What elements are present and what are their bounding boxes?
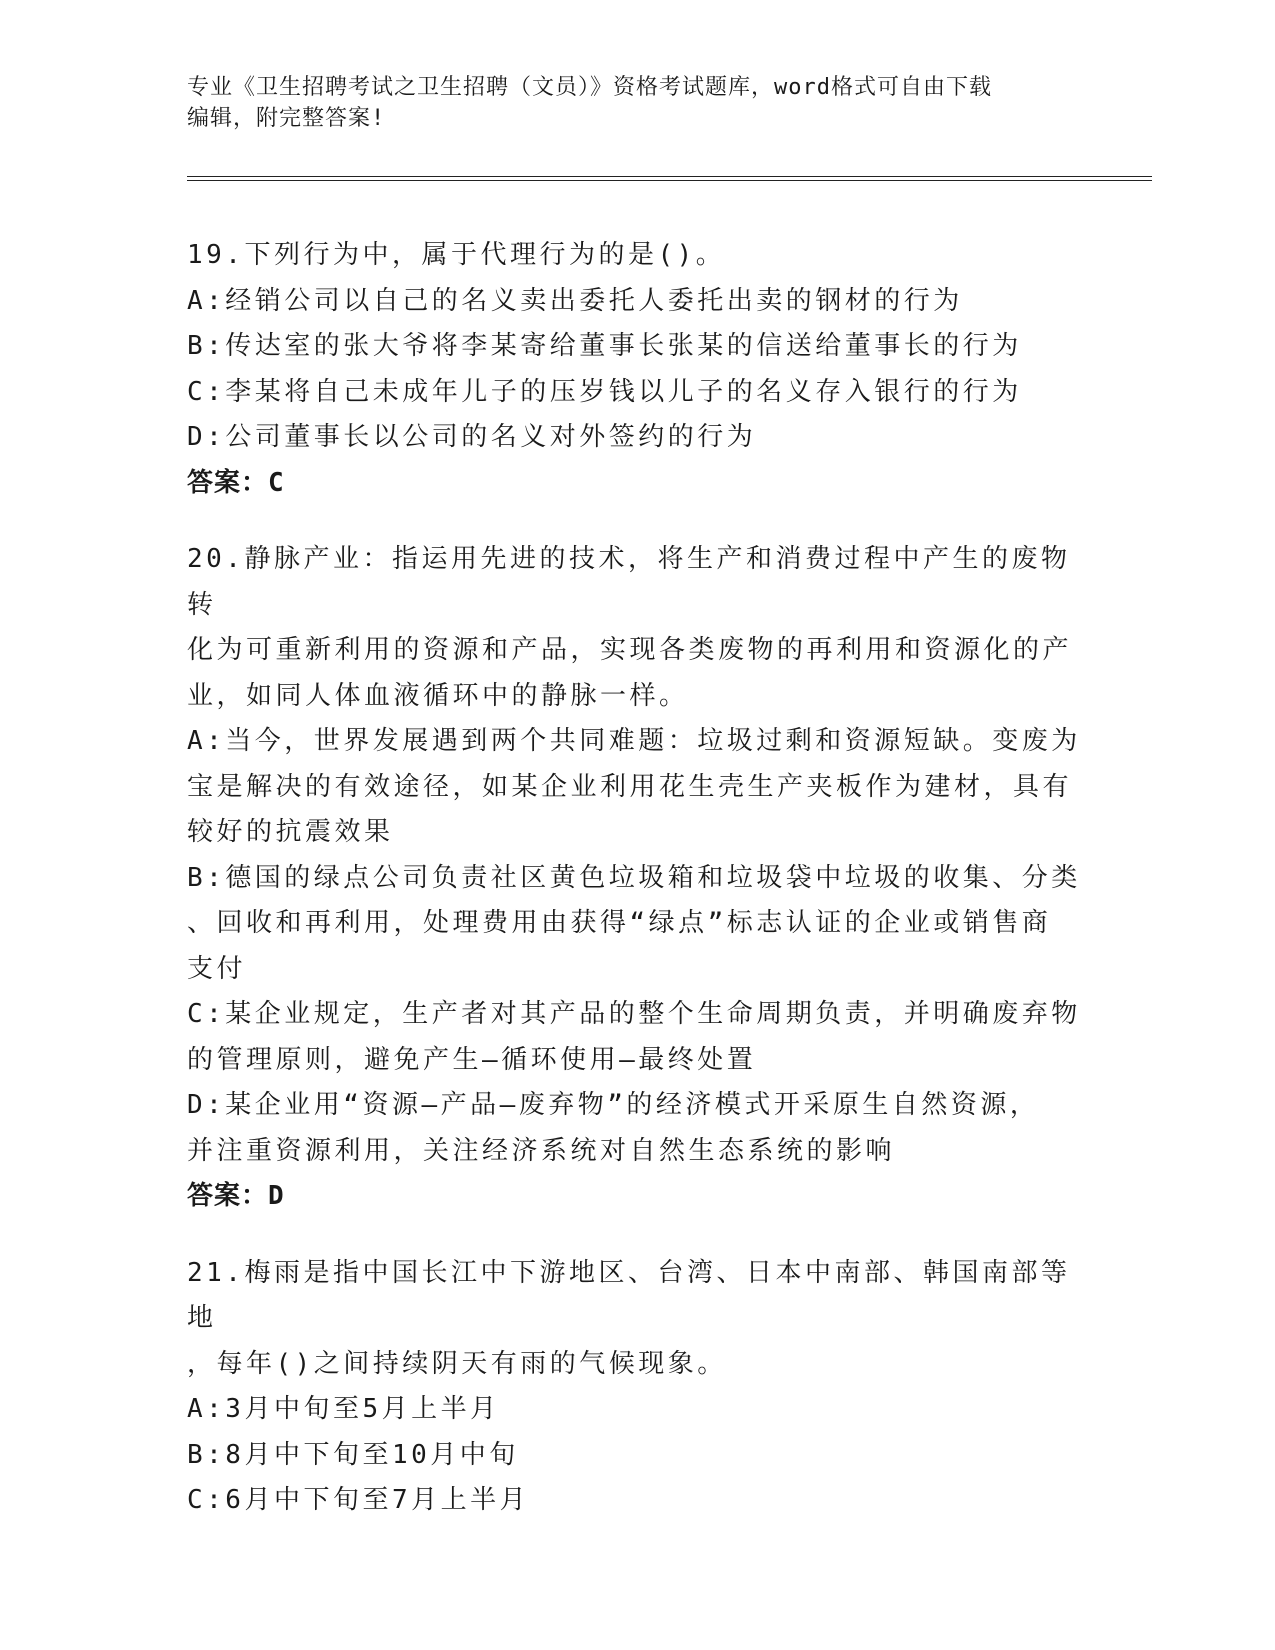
question-stem: 业，如同人体血液循环中的静脉一样。 bbox=[187, 680, 689, 711]
option-a: A:当今，世界发展遇到两个共同难题：垃圾过剩和资源短缺。变废为 bbox=[187, 726, 1081, 756]
option-b: B:传达室的张大爷将李某寄给董事长张某的信送给董事长的行为 bbox=[187, 331, 1022, 361]
option-c: C:李某将自己未成年儿子的压岁钱以儿子的名义存入银行的行为 bbox=[187, 376, 1022, 407]
header-line-2: 编辑，附完整答案! bbox=[187, 106, 386, 131]
document-header bbox=[187, 72, 1067, 134]
option-d: D:某企业用“资源—产品—废弃物”的经济模式开采原生自然资源， bbox=[187, 1090, 1040, 1120]
answer-label: 答案：C bbox=[187, 467, 285, 498]
option-a: 较好的抗震效果 bbox=[187, 817, 394, 847]
answer-label: 答案：D bbox=[187, 1181, 285, 1211]
question-21 bbox=[187, 1251, 1087, 1524]
question-19 bbox=[187, 233, 1087, 506]
question-list bbox=[187, 233, 1087, 1555]
question-20 bbox=[187, 537, 1087, 1220]
option-a: A:3月中旬至5月上半月 bbox=[187, 1394, 500, 1424]
option-a: A:经销公司以自己的名义卖出委托人委托出卖的钢材的行为 bbox=[187, 285, 963, 316]
option-c: 的管理原则，避免产生—循环使用—最终处置 bbox=[187, 1044, 757, 1075]
option-b: 、回收和再利用，处理费用由获得“绿点”标志认证的企业或销售商 bbox=[187, 908, 1052, 938]
option-c: C:6月中下旬至7月上半月 bbox=[187, 1485, 530, 1515]
question-stem: ，每年()之间持续阴天有雨的气候现象。 bbox=[187, 1348, 727, 1379]
question-stem: 化为可重新利用的资源和产品，实现各类废物的再利用和资源化的产 bbox=[187, 635, 1073, 665]
question-stem: 21.梅雨是指中国长江中下游地区、台湾、日本中南部、韩国南部等地 bbox=[187, 1257, 1071, 1333]
option-b: 支付 bbox=[187, 953, 247, 984]
option-c: C:某企业规定，生产者对其产品的整个生命周期负责，并明确废弃物 bbox=[187, 999, 1081, 1029]
option-b: B:德国的绿点公司负责社区黄色垃圾箱和垃圾袋中垃圾的收集、分类 bbox=[187, 862, 1081, 893]
question-stem: 20.静脉产业：指运用先进的技术，将生产和消费过程中产生的废物转 bbox=[187, 544, 1071, 620]
option-d: 并注重资源利用，关注经济系统对自然生态系统的影响 bbox=[187, 1135, 896, 1166]
option-d: D:公司董事长以公司的名义对外签约的行为 bbox=[187, 422, 757, 452]
option-b: B:8月中下旬至10月中旬 bbox=[187, 1439, 519, 1470]
header-line-1: 专业《卫生招聘考试之卫生招聘（文员）》资格考试题库，word格式可自由下载 bbox=[187, 75, 992, 100]
question-stem: 19.下列行为中，属于代理行为的是()。 bbox=[187, 240, 726, 270]
option-a: 宝是解决的有效途径，如某企业利用花生壳生产夹板作为建材，具有 bbox=[187, 771, 1073, 802]
header-double-rule bbox=[187, 176, 1152, 181]
